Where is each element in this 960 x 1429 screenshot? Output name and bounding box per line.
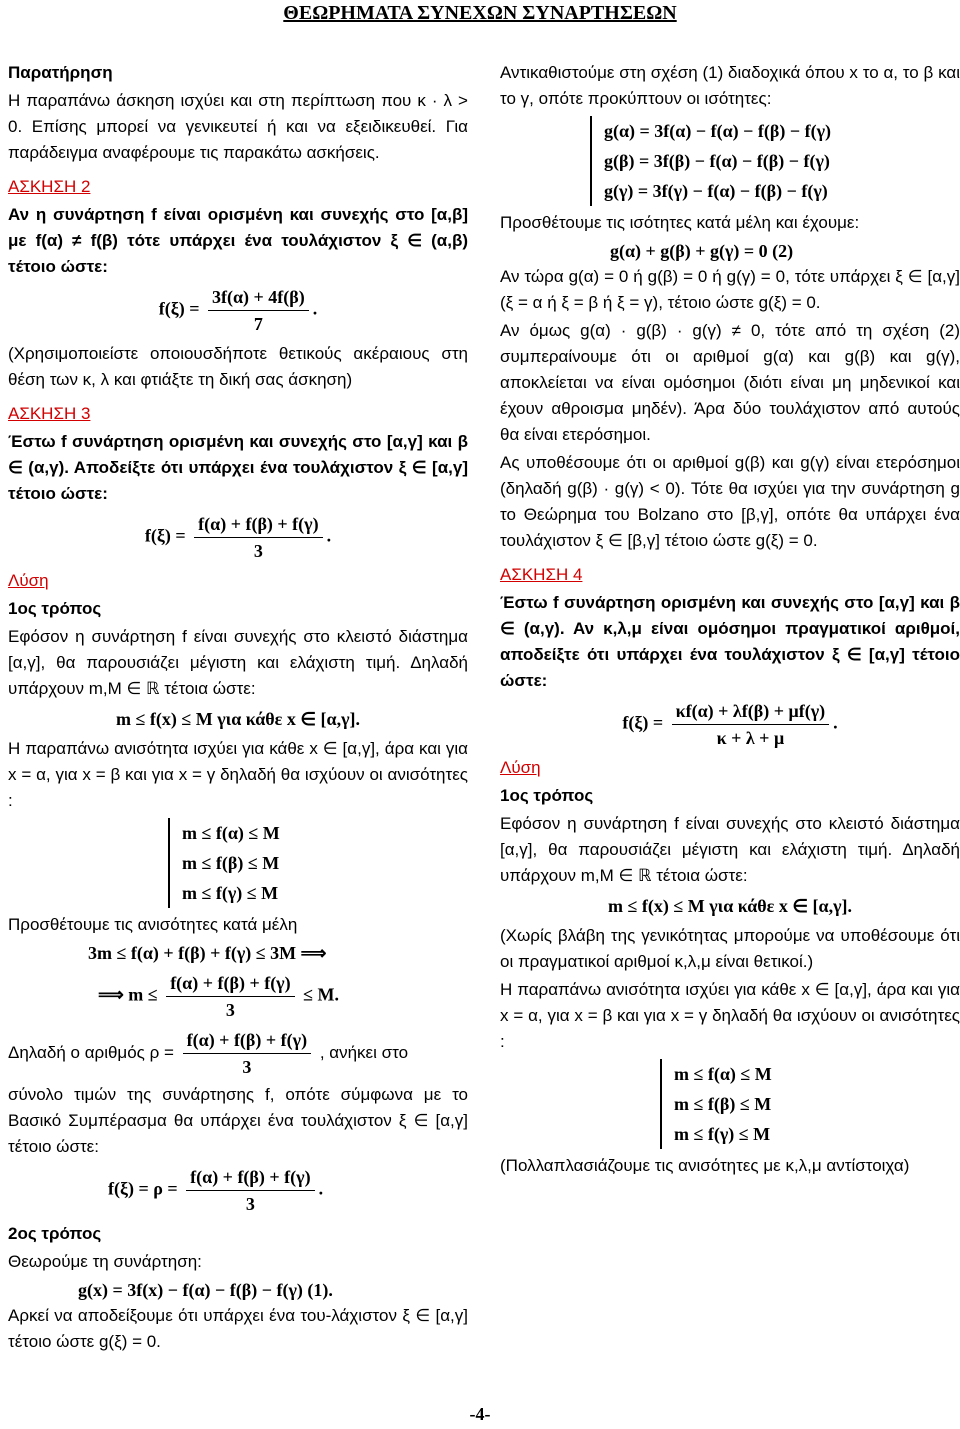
generality-note: (Χωρίς βλάβη της γενικότητας μπορούμε να υποθέσουμε ότι οι πραγματικοί αριθμοί κ,λ,μ είναι θετικοί.) bbox=[500, 926, 960, 971]
zero-case-text: Αν τώρα g(α) = 0 ή g(β) = 0 ή g(γ) = 0, τότε υπάρχει ξ ∈ [α,γ] (ξ = α ή ξ = β ή ξ = γ), τέτοιο ώστε g(ξ) = 0. bbox=[500, 267, 960, 312]
rho-prefix: Δηλαδή ο αριθμός ρ = bbox=[8, 1042, 174, 1062]
exercise-3-formula: f(ξ) = $\frac{f(\alpha) + f(\beta) + f(\gamma)}{3}$ . bbox=[8, 511, 468, 564]
method-1-inequality: m ≤ f(x) ≤ M για κάθε x ∈ [α,γ]. bbox=[115, 709, 360, 729]
g-function-definition: g(x) = 3f(x) − f(α) − f(β) − f(γ) (1). bbox=[78, 1280, 333, 1300]
exercise-3-title: ΑΣΚΗΣΗ 3 bbox=[8, 404, 91, 423]
formula-denominator: κ + λ + μ bbox=[716, 728, 785, 748]
method-2-text-2: Αρκεί να αποδείξουμε ότι υπάρχει ένα του-λάχιστον ξ ∈ [α,γ] τέτοιο ώστε g(ξ) = 0. bbox=[8, 1306, 468, 1351]
remark-text: Η παραπάνω άσκηση ισχύει και στη περίπτωση που κ · λ > 0. Επίσης μπορεί να γενικευτεί ή και να εξειδικευθεί. Για παράδειγμα αναφέρουμε τις παρακάτω ασκήσεις. bbox=[8, 91, 468, 162]
exercise-3-text: Έστω f συνάρτηση ορισμένη και συνεχής στο [α,γ] και β ∈ (α,γ). Αποδείξτε ότι υπάρχει ένα τουλάχιστον ξ ∈ [α,γ] τέτοιο ώστε: bbox=[8, 432, 468, 503]
final-formula: f(ξ) = ρ = $\frac{f(\alpha) + f(\beta) + f(\gamma)}{3}$ . bbox=[8, 1164, 468, 1217]
equality-system bbox=[590, 116, 960, 206]
formula-fraction bbox=[672, 698, 829, 751]
exercise-2-note: (Χρησιμοποιείστε οποιουσδήποτε θετικούς ακέραιους στη θέση των κ, λ και φτιάξτε τη δική σας άσκηση) bbox=[8, 344, 468, 389]
formula-numerator: f(α) + f(β) + f(γ) bbox=[166, 970, 294, 997]
method-1-text-2: Η παραπάνω ανισότητα ισχύει για κάθε x ∈ [α,γ], άρα και για x = α, για x = β και για x = γ δηλαδή θα ισχύουν οι ανισότητες : bbox=[8, 739, 468, 810]
method-1-title: 1ος τρόπος bbox=[8, 599, 102, 618]
method-1-inequality: m ≤ f(x) ≤ M για κάθε x ∈ [α,γ]. bbox=[607, 896, 852, 916]
solution-title: Λύση bbox=[500, 758, 541, 777]
formula-fraction bbox=[183, 1027, 311, 1080]
sum-equation: g(α) + g(β) + g(γ) = 0 (2) bbox=[610, 241, 794, 261]
method-1-text-3: Προσθέτουμε τις ανισότητες κατά μέλη bbox=[8, 915, 298, 934]
equality-row: g(γ) = 3f(γ) − f(α) − f(β) − f(γ) bbox=[604, 181, 828, 201]
rho-definition bbox=[8, 1027, 468, 1080]
formula-lhs: f(ξ) = bbox=[622, 712, 664, 733]
mean-rhs: ≤ M. bbox=[303, 984, 339, 1005]
inequality-system bbox=[660, 1059, 960, 1149]
method-1-text-3: Η παραπάνω ανισότητα ισχύει για κάθε x ∈ [α,γ], άρα και για x = α, για x = β και για x = γ δηλαδή θα ισχύουν οι ανισότητες : bbox=[500, 980, 960, 1051]
page-title: ΘΕΩΡΗΜΑΤΑ ΣΥΝΕΧΩΝ ΣΥΝΑΡΤΗΣΕΩΝ bbox=[283, 2, 677, 24]
substitution-text: Αντικαθιστούμε στη σχέση (1) διαδοχικά όπου x το α, το β και το γ, οπότε προκύπτουν οι ισότητες: bbox=[500, 63, 960, 108]
multiply-note: (Πολλαπλασιάζουμε τις ανισότητες με κ,λ,μ αντίστοιχα) bbox=[500, 1156, 910, 1175]
page-number: -4- bbox=[469, 1404, 491, 1424]
bolzano-text: Ας υποθέσουμε ότι οι αριθμοί g(β) και g(γ) είναι ετερόσημοι (δηλαδή g(β) · g(γ) < 0). Τότε θα ισχύει για την συνάρτηση g το Θεώρημα του Bolzano στο [β,γ], οπότε θα υπάρχει ένα τουλάχιστον ξ ∈ [β,γ] τέτοιο ώστε g(ξ) = 0. bbox=[500, 453, 960, 550]
equality-row: g(α) = 3f(α) − f(α) − f(β) − f(γ) bbox=[604, 121, 831, 141]
mean-inequality bbox=[8, 970, 468, 1023]
inequality-row: m ≤ f(γ) ≤ M bbox=[674, 1124, 771, 1144]
method-1-text-4: σύνολο τιμών της συνάρτησης f, οπότε σύμφωνα με το Βασικό Συμπέρασμα θα υπάρχει ένα τουλάχιστον ξ ∈ [α,γ] τέτοιο ώστε: bbox=[8, 1085, 468, 1156]
solution-title: Λύση bbox=[8, 571, 49, 590]
formula-lhs: f(ξ) = bbox=[158, 298, 200, 319]
final-lhs: f(ξ) = ρ = bbox=[108, 1178, 178, 1199]
method-1-text-1: Εφόσον η συνάρτηση f είναι συνεχής στο κλειστό διάστημα [α,γ], θα παρουσιάζει μέγιστη και ελάχιστη τιμή. Δηλαδή υπάρχουν m,M ∈ ℝ τέτοια ώστε: bbox=[500, 814, 960, 885]
formula-fraction bbox=[208, 284, 309, 337]
formula-fraction bbox=[194, 511, 322, 564]
inequality-system bbox=[168, 818, 468, 908]
method-2-text-1: Θεωρούμε τη συνάρτηση: bbox=[8, 1252, 202, 1271]
formula-denominator: 3 bbox=[225, 1000, 235, 1020]
inequality-row: m ≤ f(β) ≤ M bbox=[182, 853, 280, 873]
inequality-row: m ≤ f(γ) ≤ M bbox=[182, 883, 279, 903]
method-1-text-1: Εφόσον η συνάρτηση f είναι συνεχής στο κλειστό διάστημα [α,γ], θα παρουσιάζει μέγιστη και ελάχιστη τιμή. Δηλαδή υπάρχουν m,M ∈ ℝ τέτοια ώστε: bbox=[8, 627, 468, 698]
formula-fraction bbox=[166, 970, 294, 1023]
formula-denominator: 3 bbox=[253, 541, 263, 561]
formula-denominator: 3 bbox=[242, 1057, 252, 1077]
exercise-2-title: ΑΣΚΗΣΗ 2 bbox=[8, 177, 91, 196]
formula-denominator: 7 bbox=[253, 314, 263, 334]
formula-numerator: f(α) + f(β) + f(γ) bbox=[183, 1027, 311, 1054]
equality-row: g(β) = 3f(β) − f(α) − f(β) − f(γ) bbox=[604, 151, 830, 171]
right-column bbox=[500, 60, 960, 1181]
left-column bbox=[8, 60, 468, 1357]
formula-numerator: f(α) + f(β) + f(γ) bbox=[194, 511, 322, 538]
addition-text: Προσθέτουμε τις ισότητες κατά μέλη και έχουμε: bbox=[500, 213, 860, 232]
method-2-title: 2ος τρόπος bbox=[8, 1224, 102, 1243]
formula-lhs: f(ξ) = bbox=[144, 525, 186, 546]
exercise-4-formula: f(ξ) = $\frac{\kappa f(\alpha) + \lambda f(\beta) + \mu f(\gamma)}{\kappa + \lambda + \mu}$ . bbox=[500, 698, 960, 751]
rho-suffix: , ανήκει στο bbox=[319, 1042, 409, 1062]
method-1-title: 1ος τρόπος bbox=[500, 786, 594, 805]
formula-numerator: f(α) + f(β) + f(γ) bbox=[186, 1164, 314, 1191]
inequality-row: m ≤ f(α) ≤ M bbox=[182, 823, 280, 843]
formula-denominator: 3 bbox=[245, 1194, 255, 1214]
inequality-row: m ≤ f(β) ≤ M bbox=[674, 1094, 772, 1114]
formula-numerator: κf(α) + λf(β) + μf(γ) bbox=[672, 698, 829, 725]
mean-lhs: ⟹ m ≤ bbox=[98, 984, 158, 1005]
formula-numerator: 3f(α) + 4f(β) bbox=[208, 284, 309, 311]
remark-title: Παρατήρηση bbox=[8, 63, 113, 82]
exercise-2-text: Αν η συνάρτηση f είναι ορισμένη και συνεχής στο [α,β] με f(α) ≠ f(β) τότε υπάρχει ένα τουλάχιστον ξ ∈ (α,β) τέτοιο ώστε: bbox=[8, 205, 468, 276]
nonzero-case-text: Αν όμως g(α) · g(β) · g(γ) ≠ 0, τότε από τη σχέση (2) συμπεραίνουμε ότι οι αριθμοί g(α) και g(β) και g(γ), αποκλείεται να είναι ομόσημοι (διότι είναι μη μηδενικοί και έχουν αθροισμα μηδέν). Άρα δύο τουλάχιστον από αυτούς θα είναι ετερόσημοι. bbox=[500, 321, 960, 444]
sum-inequality: 3m ≤ f(α) + f(β) + f(γ) ≤ 3M ⟹ bbox=[88, 943, 327, 963]
exercise-2-formula: f(ξ) = $\frac{3f(\alpha) + 4f(\beta)}{7}$ . bbox=[8, 284, 468, 337]
exercise-4-title: ΑΣΚΗΣΗ 4 bbox=[500, 565, 583, 584]
inequality-row: m ≤ f(α) ≤ M bbox=[674, 1064, 772, 1084]
formula-fraction bbox=[186, 1164, 314, 1217]
exercise-4-text: Έστω f συνάρτηση ορισμένη και συνεχής στο [α,γ] και β ∈ (α,γ). Αν κ,λ,μ είναι ομόσημοι πραγματικοί αριθμοί, αποδείξτε ότι υπάρχει ένα τουλάχιστον ξ ∈ [α,γ] τέτοιο ώστε: bbox=[500, 593, 960, 690]
